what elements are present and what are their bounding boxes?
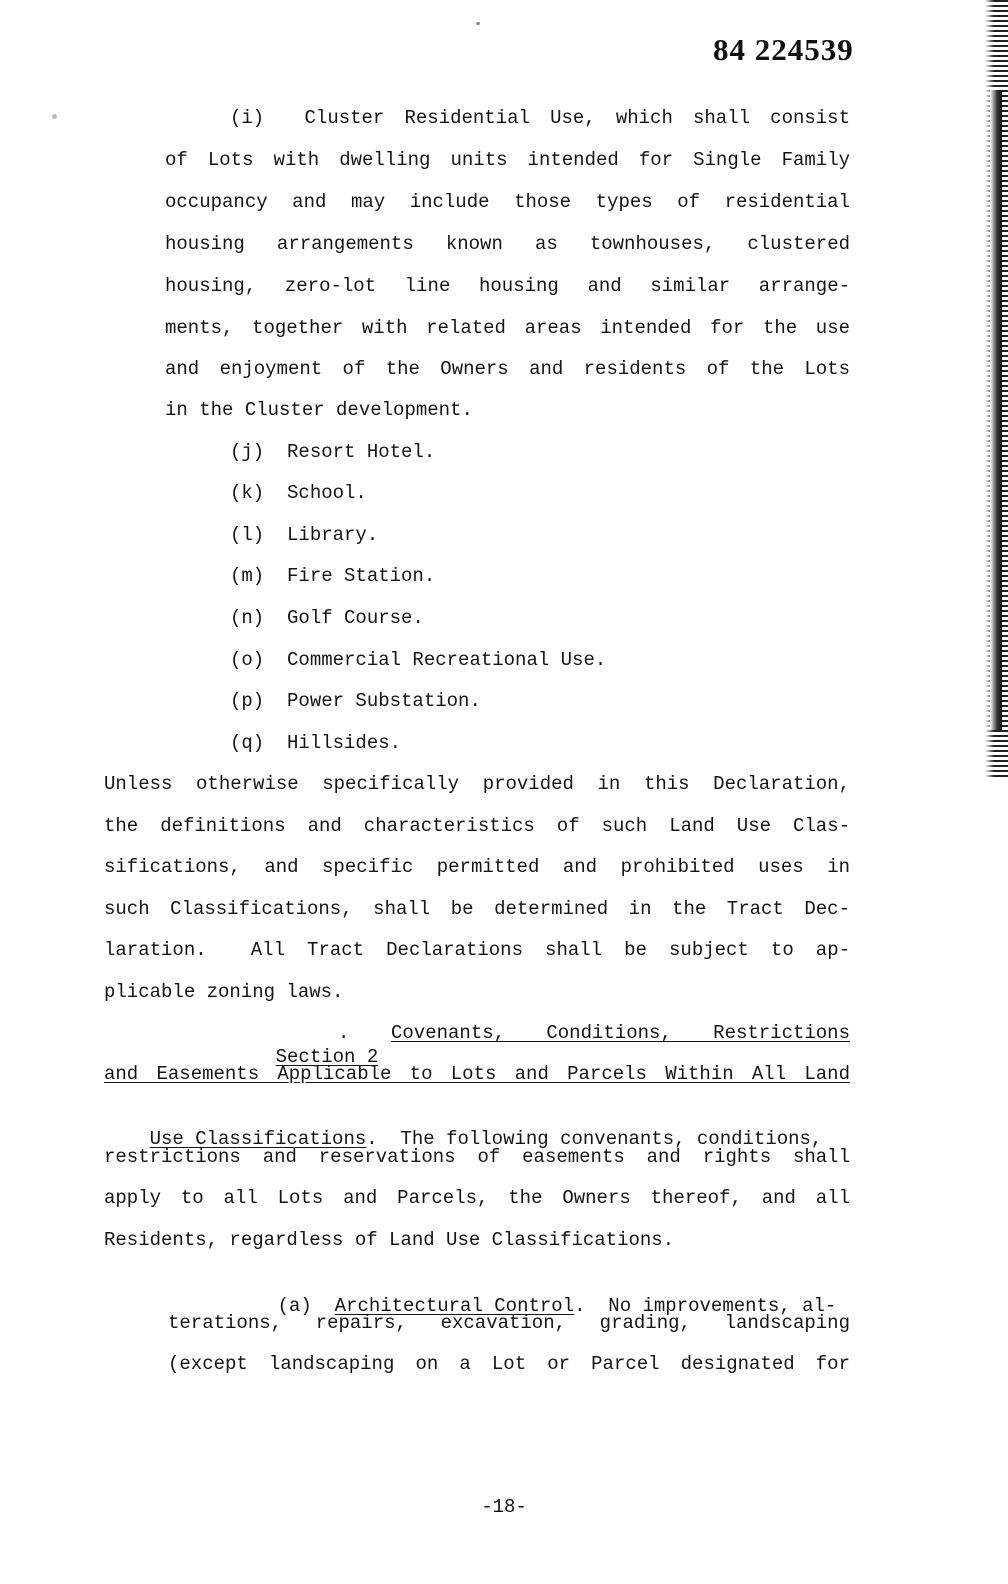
para-i-line: ments, together with related areas intended for the use [165, 317, 850, 339]
section-2-heading-dot: . [338, 1022, 350, 1044]
para-i-line: in the Cluster development. [165, 399, 473, 421]
section-2-text: . The following convenants, conditions, [366, 1128, 823, 1150]
para-a-text: . No improvements, al- [574, 1295, 837, 1317]
unless-para-line: Unless otherwise specifically provided in this Declaration, [104, 773, 850, 795]
section-2-line: Residents, regardless of Land Use Classifications. [104, 1229, 675, 1251]
section-2-line: restrictions and reservations of easements and rights shall [104, 1146, 850, 1168]
list-item: (j) Resort Hotel. [230, 441, 436, 463]
unless-para-line: such Classifications, shall be determined in the Tract Dec- [104, 898, 850, 920]
para-a-line: (except landscaping on a Lot or Parcel designated for [168, 1353, 850, 1375]
para-i-line: occupancy and may include those types of residential [165, 191, 850, 213]
list-item: (p) Power Substation. [230, 690, 481, 712]
list-item: (l) Library. [230, 524, 379, 546]
para-i-line: housing arrangements known as townhouses, clustered [165, 233, 850, 255]
scan-speck [52, 114, 57, 119]
para-a-heading: Architectural Control [334, 1295, 575, 1317]
document-number: 84 224539 [713, 32, 854, 67]
para-a-line: terations, repairs, excavation, grading, landscaping [168, 1312, 850, 1334]
list-item: (o) Commercial Recreational Use. [230, 649, 607, 671]
unless-para-line: plicable zoning laws. [104, 981, 344, 1003]
unless-para-line: laration. All Tract Declarations shall be subject to ap- [104, 939, 850, 961]
para-i-line: housing, zero-lot line housing and similar arrange- [165, 275, 850, 297]
section-2-heading-line: Use Classifications [149, 1128, 367, 1150]
list-item: (q) Hillsides. [230, 732, 402, 754]
section-label: Section 2 [275, 1046, 379, 1068]
unless-para-line: the definitions and characteristics of such Land Use Clas- [104, 815, 850, 837]
list-item: (m) Fire Station. [230, 565, 436, 587]
para-i-line: and enjoyment of the Owners and residents of the Lots [165, 358, 850, 380]
page-number: -18- [481, 1496, 527, 1518]
para-i-line: of Lots with dwelling units intended for Single Family [165, 149, 850, 171]
para-a-label: (a) [277, 1295, 312, 1317]
section-2-line: apply to all Lots and Parcels, the Owners thereof, and all [104, 1187, 850, 1209]
para-i-line: (i) Cluster Residential Use, which shall consist [230, 107, 850, 129]
scan-edge-bar [990, 90, 1002, 730]
list-item: (k) School. [230, 482, 367, 504]
scan-speck [476, 22, 480, 25]
section-2-heading-line: and Easements Applicable to Lots and Parcels Within All Land [104, 1063, 850, 1085]
section-2-heading-line: Covenants, Conditions, Restrictions [391, 1022, 850, 1044]
unless-para-line: sifications, and specific permitted and prohibited uses in [104, 856, 850, 878]
list-item: (n) Golf Course. [230, 607, 424, 629]
